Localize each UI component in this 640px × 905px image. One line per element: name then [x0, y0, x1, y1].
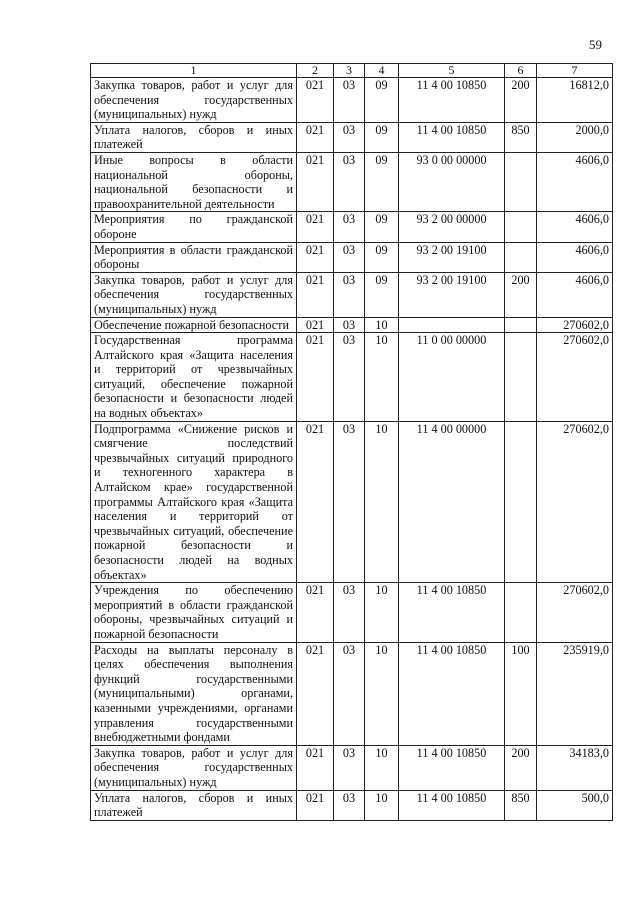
cell-expense-type: 200: [505, 78, 537, 123]
cell-amount: 270602,0: [537, 333, 613, 422]
cell-expense-type: 100: [505, 642, 537, 745]
cell-name: Иные вопросы в области национальной обороны, национальной безопасности и правоохранительной деятельности: [91, 152, 297, 211]
cell-section: 03: [334, 152, 365, 211]
column-header: 3: [334, 64, 365, 78]
cell-section: 03: [334, 317, 365, 333]
cell-admin-code: 021: [297, 642, 334, 745]
budget-table: [90, 63, 613, 821]
cell-section: 03: [334, 583, 365, 642]
cell-amount: 4606,0: [537, 212, 613, 242]
cell-target-article: 11 4 00 00000: [399, 421, 505, 583]
cell-admin-code: 021: [297, 122, 334, 152]
cell-subsection: 09: [365, 122, 399, 152]
cell-section: 03: [334, 272, 365, 317]
cell-name: Закупка товаров, работ и услуг для обеспечения государственных (муниципальных) нужд: [91, 78, 297, 123]
cell-subsection: 09: [365, 242, 399, 272]
cell-expense-type: [505, 212, 537, 242]
cell-name: Обеспечение пожарной безопасности: [91, 317, 297, 333]
cell-name: Закупка товаров, работ и услуг для обеспечения государственных (муниципальных) нужд: [91, 272, 297, 317]
cell-amount: 500,0: [537, 790, 613, 820]
cell-subsection: 10: [365, 745, 399, 790]
cell-target-article: 11 0 00 00000: [399, 333, 505, 422]
cell-subsection: 09: [365, 78, 399, 123]
table-row: [91, 583, 613, 642]
cell-subsection: 10: [365, 790, 399, 820]
cell-expense-type: [505, 242, 537, 272]
column-header: 2: [297, 64, 334, 78]
cell-amount: 4606,0: [537, 242, 613, 272]
cell-expense-type: [505, 583, 537, 642]
cell-amount: 270602,0: [537, 583, 613, 642]
column-header: 6: [505, 64, 537, 78]
cell-admin-code: 021: [297, 272, 334, 317]
cell-amount: 4606,0: [537, 272, 613, 317]
table-row: [91, 212, 613, 242]
cell-subsection: 10: [365, 642, 399, 745]
cell-target-article: 93 2 00 19100: [399, 242, 505, 272]
cell-name: Мероприятия в области гражданской обороны: [91, 242, 297, 272]
cell-expense-type: 200: [505, 272, 537, 317]
cell-expense-type: 200: [505, 745, 537, 790]
cell-amount: 4606,0: [537, 152, 613, 211]
column-header: 7: [537, 64, 613, 78]
table-row: [91, 242, 613, 272]
cell-target-article: 11 4 00 10850: [399, 745, 505, 790]
cell-amount: 270602,0: [537, 421, 613, 583]
table-row: [91, 745, 613, 790]
table-body: [91, 78, 613, 821]
cell-subsection: 10: [365, 333, 399, 422]
cell-subsection: 09: [365, 212, 399, 242]
cell-target-article: 11 4 00 10850: [399, 642, 505, 745]
cell-name: Закупка товаров, работ и услуг для обеспечения государственных (муниципальных) нужд: [91, 745, 297, 790]
cell-name: Мероприятия по гражданской обороне: [91, 212, 297, 242]
cell-amount: 270602,0: [537, 317, 613, 333]
column-header: 5: [399, 64, 505, 78]
cell-section: 03: [334, 212, 365, 242]
table-row: [91, 421, 613, 583]
cell-admin-code: 021: [297, 78, 334, 123]
cell-expense-type: 850: [505, 122, 537, 152]
cell-amount: 34183,0: [537, 745, 613, 790]
cell-target-article: 93 0 00 00000: [399, 152, 505, 211]
cell-name: Учреждения по обеспечению мероприятий в области гражданской обороны, чрезвычайных ситуаций и пожарной безопасности: [91, 583, 297, 642]
page-number: 59: [589, 37, 602, 52]
cell-section: 03: [334, 242, 365, 272]
cell-admin-code: 021: [297, 421, 334, 583]
cell-amount: 235919,0: [537, 642, 613, 745]
table-row: [91, 790, 613, 820]
column-header: 1: [91, 64, 297, 78]
cell-subsection: 10: [365, 583, 399, 642]
cell-section: 03: [334, 790, 365, 820]
cell-section: 03: [334, 333, 365, 422]
cell-target-article: [399, 317, 505, 333]
table-row: [91, 152, 613, 211]
table-row: [91, 333, 613, 422]
cell-target-article: 11 4 00 10850: [399, 583, 505, 642]
cell-expense-type: [505, 152, 537, 211]
cell-target-article: 11 4 00 10850: [399, 122, 505, 152]
table-row: [91, 78, 613, 123]
cell-target-article: 11 4 00 10850: [399, 790, 505, 820]
table-row: [91, 122, 613, 152]
table-row: [91, 317, 613, 333]
cell-name: Подпрограмма «Снижение рисков и смягчение последствий чрезвычайных ситуаций природного и техногенного характера в Алтайском крае» государственной программы Алтайского края «Защита населения и территорий от чрезвычайных ситуаций, обеспечение пожарной безопасности и безопасности людей на водных объектах»: [91, 421, 297, 583]
cell-target-article: 11 4 00 10850: [399, 78, 505, 123]
cell-admin-code: 021: [297, 790, 334, 820]
cell-subsection: 09: [365, 152, 399, 211]
cell-admin-code: 021: [297, 317, 334, 333]
cell-admin-code: 021: [297, 333, 334, 422]
cell-expense-type: [505, 333, 537, 422]
cell-name: Расходы на выплаты персоналу в целях обеспечения выполнения функций государственными (муниципальными) органами, казенными учреждениями, органами управления государственными внебюджетными фондами: [91, 642, 297, 745]
cell-admin-code: 021: [297, 745, 334, 790]
cell-admin-code: 021: [297, 242, 334, 272]
cell-name: Уплата налогов, сборов и иных платежей: [91, 122, 297, 152]
cell-subsection: 09: [365, 272, 399, 317]
cell-target-article: 93 2 00 00000: [399, 212, 505, 242]
cell-admin-code: 021: [297, 152, 334, 211]
cell-name: Уплата налогов, сборов и иных платежей: [91, 790, 297, 820]
cell-section: 03: [334, 642, 365, 745]
table-header-row: [91, 64, 613, 78]
cell-amount: 2000,0: [537, 122, 613, 152]
table-row: [91, 642, 613, 745]
cell-target-article: 93 2 00 19100: [399, 272, 505, 317]
cell-expense-type: [505, 317, 537, 333]
cell-admin-code: 021: [297, 583, 334, 642]
cell-subsection: 10: [365, 421, 399, 583]
cell-expense-type: [505, 421, 537, 583]
cell-name: Государственная программа Алтайского края «Защита населения и территорий от чрезвычайных ситуаций, обеспечение пожарной безопасности и безопасности людей на водных объектах»: [91, 333, 297, 422]
cell-section: 03: [334, 421, 365, 583]
cell-section: 03: [334, 745, 365, 790]
cell-subsection: 10: [365, 317, 399, 333]
cell-admin-code: 021: [297, 212, 334, 242]
cell-section: 03: [334, 122, 365, 152]
cell-amount: 16812,0: [537, 78, 613, 123]
cell-section: 03: [334, 78, 365, 123]
cell-expense-type: 850: [505, 790, 537, 820]
column-header: 4: [365, 64, 399, 78]
table-row: [91, 272, 613, 317]
